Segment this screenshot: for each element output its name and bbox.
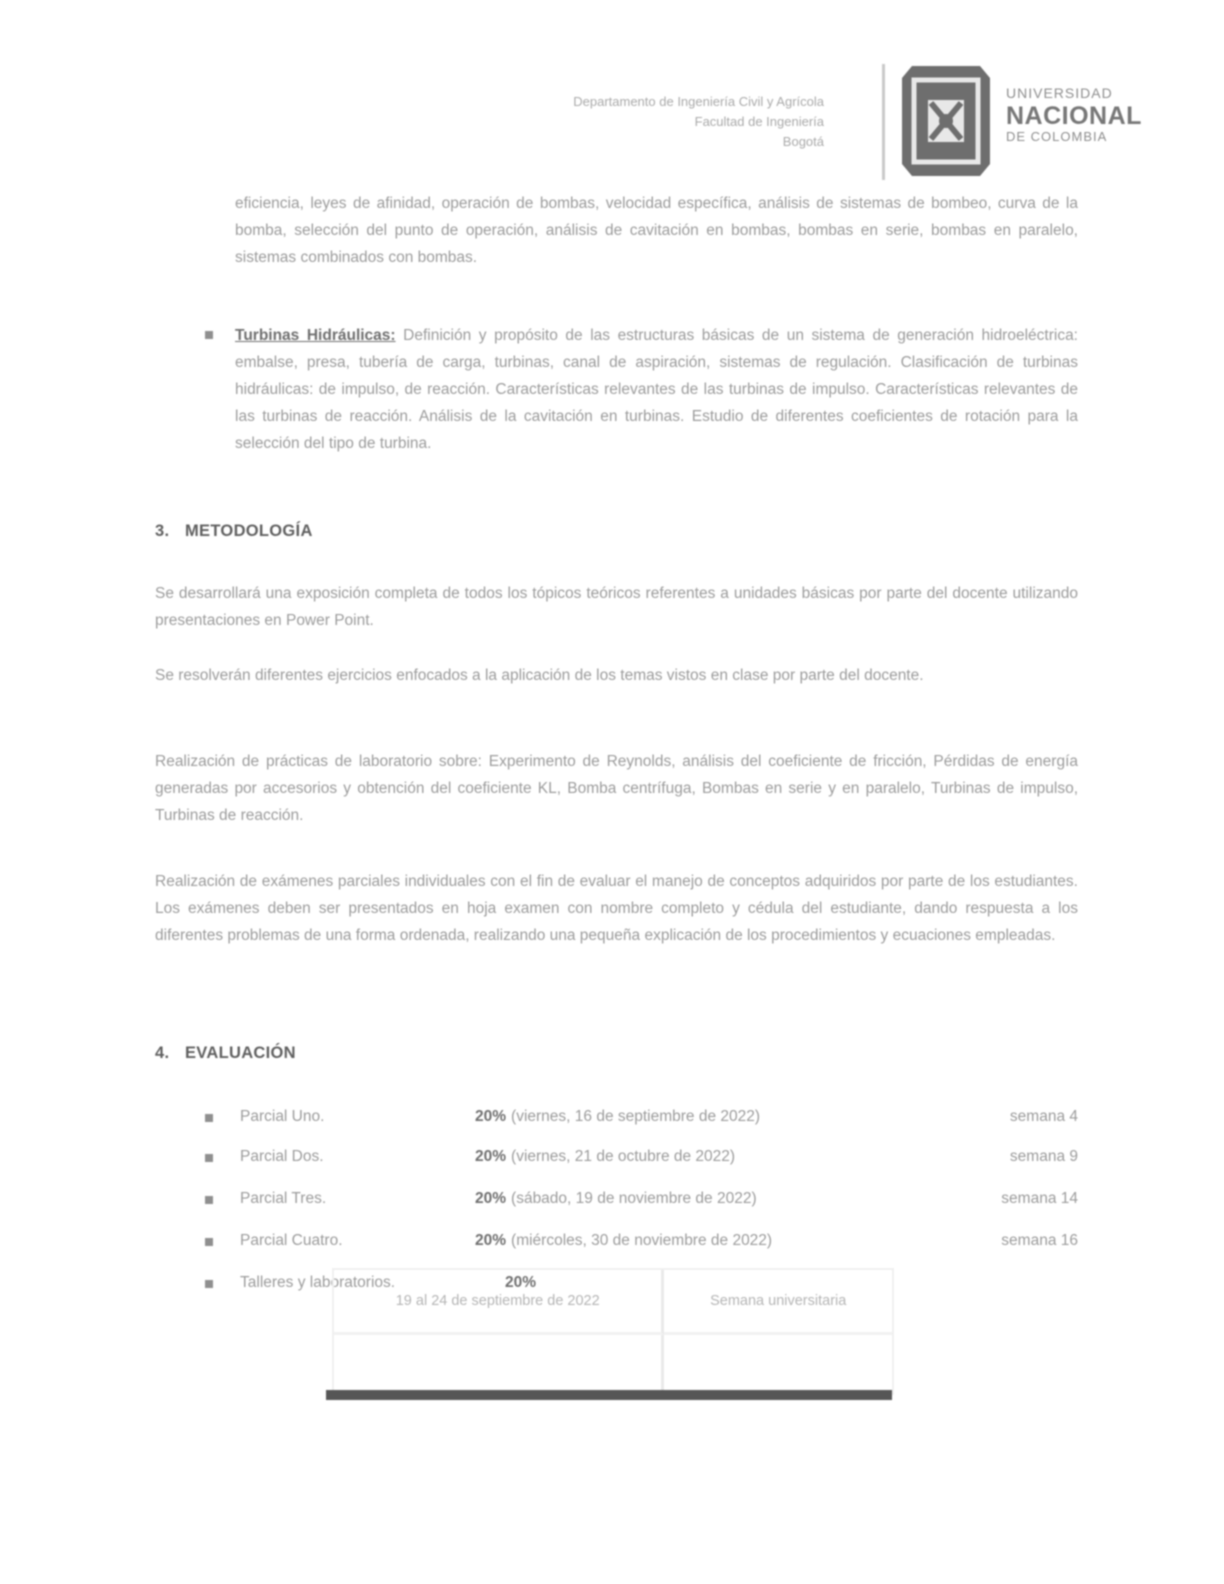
- bullet-marker: [205, 1114, 213, 1122]
- letterhead-line-1: Departamento de Ingeniería Civil y Agrícola: [573, 94, 824, 109]
- methodology-paragraph-3: Realización de prácticas de laboratorio sobre: Experimento de Reynolds, análisis del coeficiente de fricción, Pérdidas de energía generadas por accesorios y obtención del coeficiente KL, Bomba centrífuga, Bombas en serie y en paralelo, Turbinas de impulso, Turbinas de reacción.: [155, 753, 1078, 824]
- evaluation-item: [205, 1232, 1078, 1250]
- evaluation-item-weight: 20%: [475, 1108, 507, 1125]
- table-row: [334, 1335, 892, 1393]
- table-cell-date-range: 19 al 24 de septiembre de 2022: [334, 1270, 664, 1335]
- topic-bullet-text: Definición y propósito de las estructuras básicas de un sistema de generación hidroeléctrica: embalse, presa, tubería de carga, turbinas, canal de aspiración, sistemas de regulación. Clasificación de turbinas hidráulicas: de impulso, de reacción. Características relevantes de las turbinas de impulso. Características relevantes de las turbinas de reacción. Análisis de la cavitación en turbinas. Estudio de diferentes coeficientes de rotación para la selección del tipo de turbina.: [235, 327, 1078, 452]
- topic-bullet-paragraph: [235, 322, 1078, 457]
- methodology-heading: [155, 522, 313, 541]
- bullet-marker: [205, 1280, 213, 1288]
- evaluation-item-detail: (viernes, 16 de septiembre de 2022): [511, 1108, 761, 1125]
- table-cell-empty: [664, 1335, 892, 1393]
- wordmark-line-2: NACIONAL: [1006, 101, 1142, 130]
- university-wordmark: [1006, 86, 1196, 144]
- evaluation-item-label: Parcial Cuatro.: [240, 1232, 343, 1249]
- evaluation-item-week: semana 4: [1009, 1108, 1078, 1125]
- university-shield-icon: [898, 60, 994, 182]
- bullet-marker: [205, 1238, 213, 1246]
- evaluation-item-detail: (viernes, 21 de octubre de 2022): [511, 1148, 736, 1165]
- evaluation-item-weight: 20%: [475, 1190, 507, 1207]
- evaluation-item-detail: (sábado, 19 de noviembre de 2022): [511, 1190, 757, 1207]
- schedule-table: [332, 1268, 894, 1395]
- evaluation-item-label: Parcial Uno.: [240, 1108, 325, 1125]
- letterhead-department-block: [524, 92, 824, 152]
- evaluation-item: [205, 1148, 1078, 1166]
- table-cell-note: Semana universitaria: [664, 1270, 892, 1335]
- methodology-paragraph-1: Se desarrollará una exposición completa de todos los tópicos teóricos referentes a unidades básicas por parte del docente utilizando presentaciones en Power Point.: [155, 585, 1078, 629]
- table-row: [334, 1270, 892, 1335]
- header-divider: [882, 64, 885, 180]
- letterhead-line-2: Facultad de Ingeniería: [694, 114, 824, 129]
- wordmark-line-3: DE COLOMBIA: [1006, 128, 1108, 144]
- methodology-paragraph-4: Realización de exámenes parciales individuales con el fin de evaluar el manejo de conceptos adquiridos por parte de los estudiantes. Los exámenes deben ser presentados en hoja examen con nombre completo y cédula del estudiante, dando respuesta a los diferentes problemas de una forma ordenada, realizando una pequeña explicación de los procedimientos y ecuaciones empleadas.: [155, 873, 1078, 944]
- evaluation-item-weight: 20%: [475, 1232, 507, 1249]
- evaluation-item: [205, 1108, 1078, 1126]
- evaluation-item-weight: 20%: [475, 1148, 507, 1165]
- evaluation-item-week: semana 9: [1009, 1148, 1078, 1165]
- evaluation-heading: [155, 1044, 296, 1063]
- topic-bullet-lead: Turbinas Hidráulicas:: [235, 327, 396, 344]
- bullet-marker: [205, 331, 213, 339]
- evaluation-item-label: Talleres y laboratorios.: [240, 1274, 396, 1291]
- wordmark-line-1: UNIVERSIDAD: [1006, 85, 1113, 101]
- evaluation-heading-title: EVALUACIÓN: [185, 1044, 296, 1062]
- evaluation-item: [205, 1190, 1078, 1208]
- methodology-heading-title: METODOLOGÍA: [185, 522, 313, 540]
- evaluation-item-week: semana 16: [1001, 1232, 1078, 1249]
- table-cell-empty: [334, 1335, 664, 1393]
- evaluation-item-detail: (miércoles, 30 de noviembre de 2022): [511, 1232, 773, 1249]
- bullet-marker: [205, 1196, 213, 1204]
- evaluation-item-week: semana 14: [1001, 1190, 1078, 1207]
- evaluation-heading-number: 4.: [155, 1044, 170, 1062]
- methodology-heading-number: 3.: [155, 522, 170, 540]
- evaluation-item-weight: 20%: [505, 1274, 537, 1291]
- table-bottom-bar: [326, 1390, 892, 1400]
- letterhead-line-3: Bogotá: [782, 134, 824, 149]
- methodology-paragraph-2: Se resolverán diferentes ejercicios enfocados a la aplicación de los temas vistos en clase por parte del docente.: [155, 667, 924, 684]
- evaluation-item-label: Parcial Dos.: [240, 1148, 324, 1165]
- continuation-paragraph: eficiencia, leyes de afinidad, operación de bombas, velocidad específica, análisis de sistemas de bombeo, curva de la bomba, selección del punto de operación, análisis de cavitación en bombas, bombas en serie, bombas en paralelo, sistemas combinados con bombas.: [235, 195, 1078, 266]
- bullet-marker: [205, 1154, 213, 1162]
- evaluation-item-label: Parcial Tres.: [240, 1190, 327, 1207]
